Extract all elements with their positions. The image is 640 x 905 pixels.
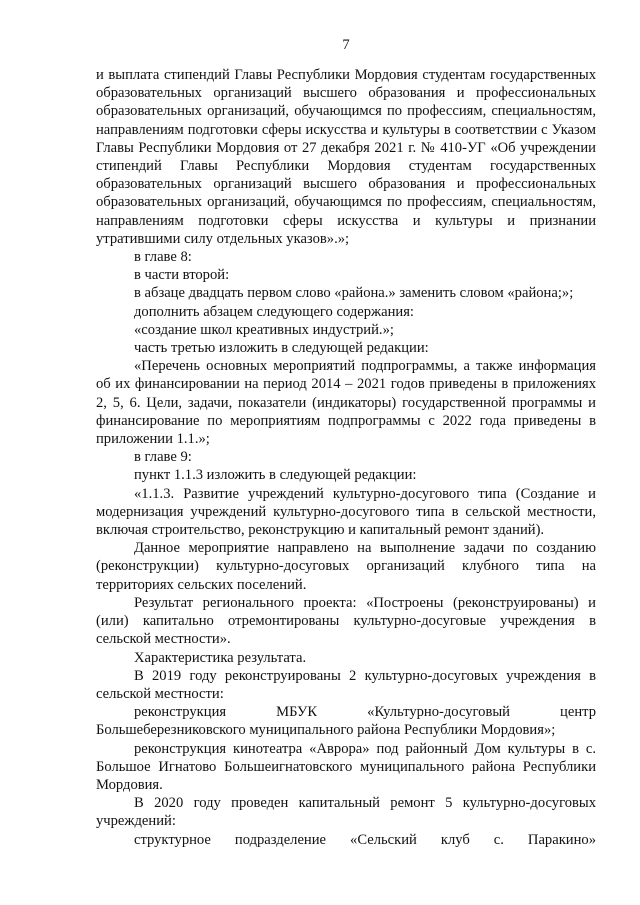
paragraph-chapter-9: в главе 9: [134, 449, 192, 466]
paragraph-paraakino-club: структурное подразделение «Сельский клуб с. Паракино» [134, 831, 596, 848]
paragraph-reconstruction-avrora: реконструкция кинотеатра «Аврора» под районный Дом культуры в с. Большое Игнатово Большеигнатовского муниципального района Республики Мордовия. [96, 740, 596, 793]
paragraph-item-113-text: «1.1.3. Развитие учреждений культурно-досугового типа (Создание и модернизация учреждений культурно-досугового типа в сельской местности, включая строительство, реконструкцию и капитальный ремонт зданий). [96, 485, 596, 539]
paragraph-2020: В 2020 году проведен капитальный ремонт 5 культурно-досуговых учреждений: [96, 795, 596, 830]
paragraph-measures-list: «Перечень основных мероприятий подпрограммы, а также информация об их финансировании на период 2014 – 2021 годов приведены в приложениях 2, 5, 6. Цели, задачи, показатели (индикаторы) государственной программы и финансирование по мероприятиям подпрограммы с 2022 года приведены в приложении 1.1.»; [96, 358, 596, 448]
paragraph-measure-aim: Данное мероприятие направлено на выполнение задачи по созданию (реконструкции) культурно-досуговых организаций клубного типа на территориях сельских поселений. [96, 540, 596, 593]
paragraph-replace-word: в абзаце двадцать первом слово «района.» заменить словом «района;»; [134, 285, 574, 302]
paragraph-reconstruction-mbuk: реконструкция МБУК «Культурно-досуговый центр Большеберезниковского муниципального района Республики Мордовия»; [96, 704, 596, 739]
paragraph-part-two: в части второй: [134, 267, 230, 284]
document-body [96, 66, 596, 849]
paragraph-creative-schools: «создание школ креативных индустрий.»; [134, 321, 394, 338]
paragraph-chapter-8: в главе 8: [134, 249, 192, 266]
paragraph-project-result: Результат регионального проекта: «Построены (реконструированы) и (или) капитально отремонтированы культурно-досуговые учреждения в сельской местности». [96, 594, 596, 648]
paragraph-part-three: часть третью изложить в следующей редакции: [134, 340, 429, 357]
paragraph-add-clause: дополнить абзацем следующего содержания: [134, 303, 414, 320]
document-page [96, 0, 596, 905]
page-number: 7 [342, 37, 350, 53]
paragraph-2019: В 2019 году реконструированы 2 культурно-досуговых учреждения в сельской местности: [96, 667, 596, 702]
paragraph-result-heading: Характеристика результата. [134, 649, 307, 666]
paragraph-scholarship: и выплата стипендий Главы Республики Мордовия студентам государственных образовательных организаций высшего образования и профессиональных образовательных организаций, обучающимся по профессиям, специальностям, направлениям подготовки сферы искусства и культуры в соответствии с Указом Главы Республики Мордовия от 27 декабря 2021 г. № 410-УГ «Об учреждении стипендий Главы Республики Мордовия студентам государственных образовательных организаций высшего образования и профессиональных образовательных организаций, обучающимся по профессиям, специальностям, направлениям подготовки сферы искусства и культуры и признании утратившими силу отдельных указов».»; [96, 67, 596, 247]
paragraph-item-113: пункт 1.1.3 изложить в следующей редакции: [134, 467, 417, 484]
